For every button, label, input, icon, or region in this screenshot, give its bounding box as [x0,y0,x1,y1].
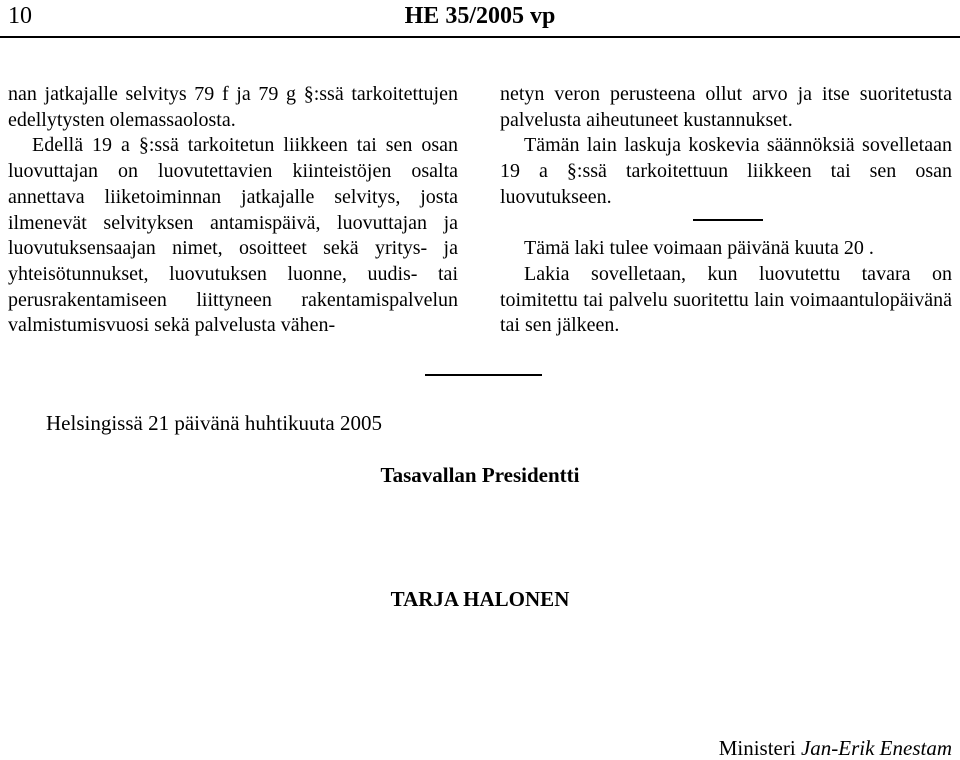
document-id: HE 35/2005 vp [404,3,556,29]
header-rule [0,36,960,38]
end-separator-line [425,374,542,376]
minister-name: Jan-Erik Enestam [800,736,952,760]
paragraph-laskut: Tämän lain laskuja koskevia säännöksiä sovelletaan 19 a §:ssä tarkoitettuun liikkeen tai sen osan luovutukseen. [500,134,952,208]
paragraph-voimaantulo: Tämä laki tulee voimaan päivänä kuuta 20 . [524,237,874,260]
paragraph-continuation: nan jatkajalle selvitys 79 f ja 79 g §:ssä tarkoitettujen edellytysten olemassaolosta. [8,83,458,131]
page-number: 10 [8,3,32,29]
place-and-date: Helsingissä 21 päivänä huhtikuuta 2005 [46,411,382,435]
right-column [500,82,952,339]
minister-signature [719,736,952,760]
minister-title: Ministeri [718,736,796,760]
section-separator-space [500,211,952,237]
signer-name: TARJA HALONEN [390,587,570,611]
paragraph-soveltaminen: Lakia sovelletaan, kun luovutettu tavara on toimitettu tai palvelu suoritettu lain voimaantulopäivänä tai sen jälkeen. [500,262,952,337]
signer-title: Tasavallan Presidentti [380,463,580,487]
paragraph-continuation-right: netyn veron perusteena ollut arvo ja itse suoritetusta palvelusta aiheutuneet kustannukset. [500,83,952,131]
section-separator-line [693,219,763,221]
left-column [8,82,458,339]
paragraph-selvitys: Edellä 19 a §:ssä tarkoitetun liikkeen tai sen osan luovuttajan on luovutettavien kiinteistöjen osalta annettava liiketoiminnan jatkajalle selvitys, josta ilmenevät selvityksen antamispäivä, luovuttajan ja luovutuksensaajan nimet, osoitteet sekä yritys- ja yhteisötunnukset, luovutuksen luonne, uudis- tai perusrakentamiseen liittyneen rakentamispalvelun valmistumisvuosi sekä palvelusta vähen- [8,134,458,337]
